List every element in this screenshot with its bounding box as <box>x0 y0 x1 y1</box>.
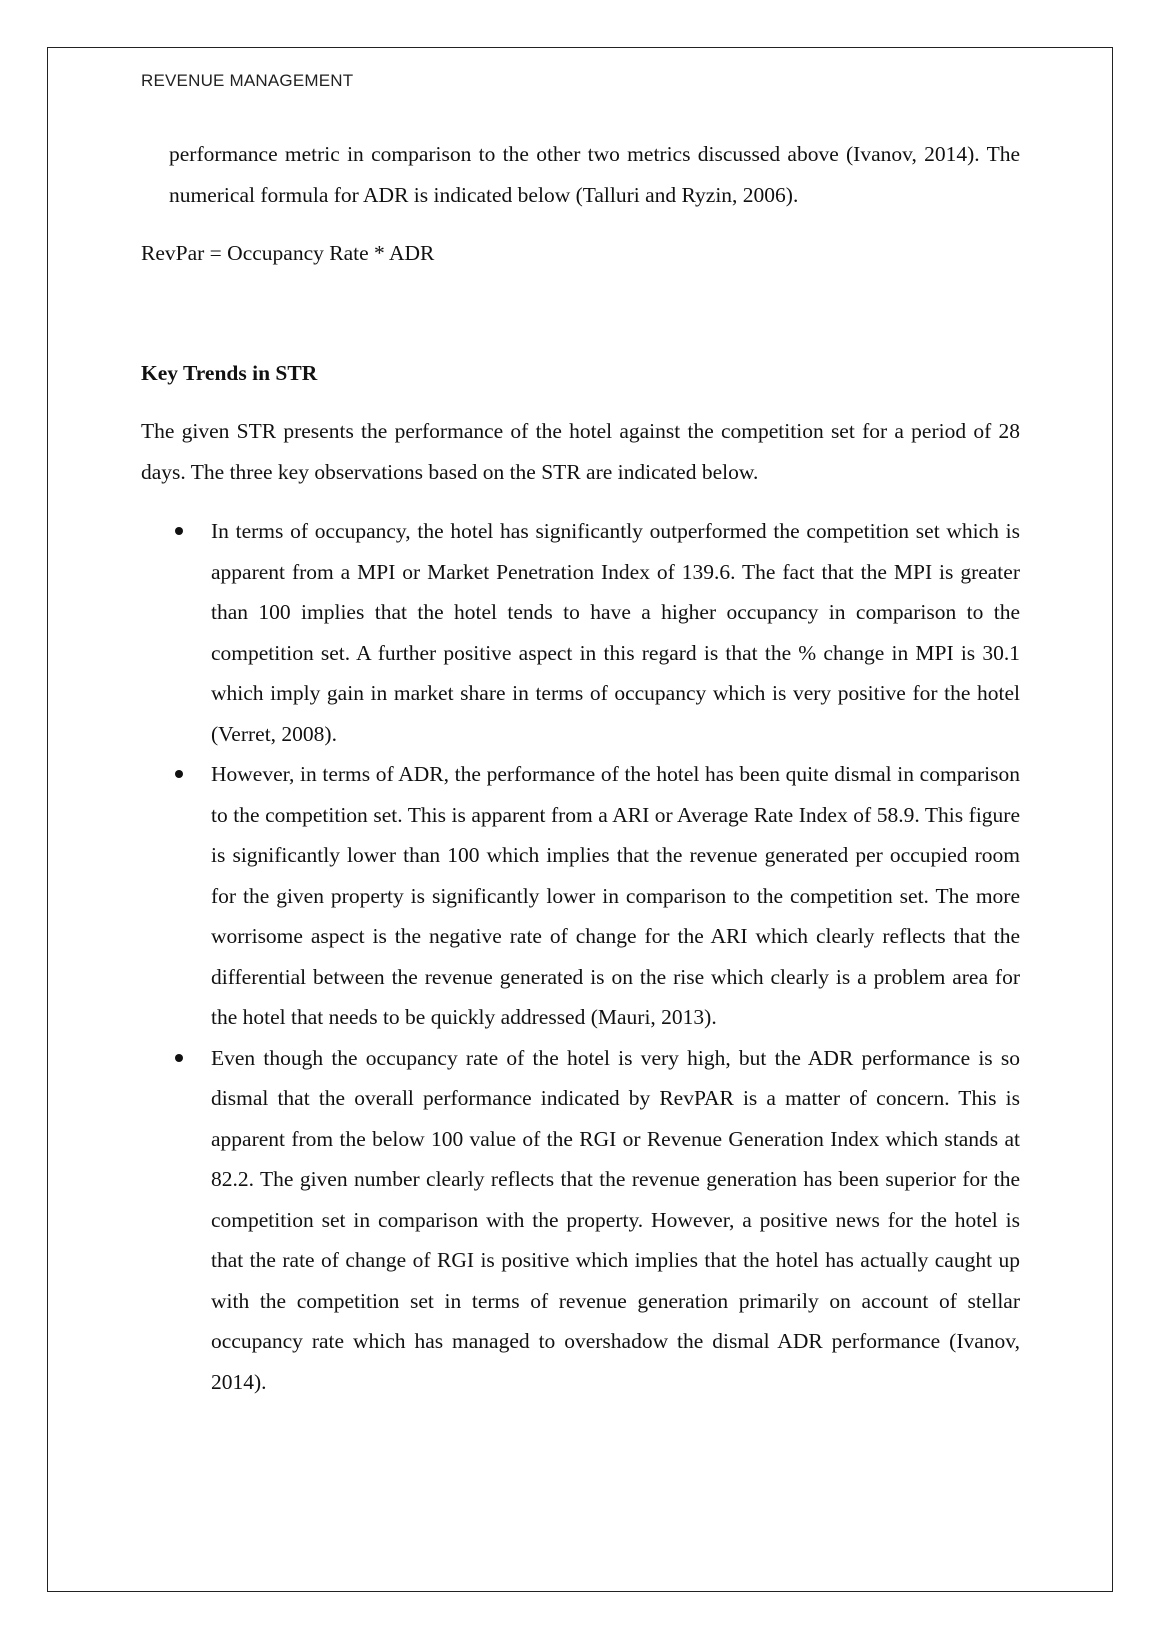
revpar-formula: RevPar = Occupancy Rate * ADR <box>141 241 435 265</box>
running-header: REVENUE MANAGEMENT <box>141 71 354 90</box>
list-item-text: However, in terms of ADR, the performance of the hotel has been quite dismal in comparison to the competition set. This is apparent from a ARI or Average Rate Index of 58.9. This figure is significantly lower than 100 which implies that the revenue generated per occupied room for the given property is significantly lower in comparison to the competition set. The more worrisome aspect is the negative rate of change for the ARI which clearly reflects that the differential between the revenue generated is on the rise which clearly is a problem area for the hotel that needs to be quickly addressed (Mauri, 2013). <box>211 762 1020 1029</box>
continued-paragraph: performance metric in comparison to the other two metrics discussed above (Ivanov, 2014). The numerical formula for ADR is indicated below (Talluri and Ryzin, 2006). <box>169 142 1020 207</box>
list-item <box>211 1038 1020 1403</box>
list-item-text: Even though the occupancy rate of the hotel is very high, but the ADR performance is so dismal that the overall performance indicated by RevPAR is a matter of concern. This is apparent from the below 100 value of the RGI or Revenue Generation Index which stands at 82.2. The given number clearly reflects that the revenue generation has been superior for the competition set in comparison with the property. However, a positive news for the hotel is that the rate of change of RGI is positive which implies that the hotel has actually caught up with the competition set in terms of revenue generation primarily on account of stellar occupancy rate which has managed to overshadow the dismal ADR performance (Ivanov, 2014). <box>211 1045 1020 1394</box>
intro-paragraph: The given STR presents the performance of the hotel against the competition set for a period of 28 days. The three key observations based on the STR are indicated below. <box>141 419 1020 484</box>
bullet-icon <box>175 770 183 778</box>
bullet-icon <box>175 527 183 535</box>
list-item <box>211 511 1020 754</box>
bullet-icon <box>175 1054 183 1062</box>
list-item-text: In terms of occupancy, the hotel has significantly outperformed the competition set which is apparent from a MPI or Market Penetration Index of 139.6. The fact that the MPI is greater than 100 implies that the hotel tends to have a higher occupancy in comparison to the competition set. A further positive aspect in this regard is that the % change in MPI is 30.1 which imply gain in market share in terms of occupancy which is very positive for the hotel (Verret, 2008). <box>211 519 1020 746</box>
list-item <box>211 754 1020 1038</box>
section-heading: Key Trends in STR <box>141 360 318 385</box>
observations-list <box>141 511 1020 1402</box>
page-content <box>141 134 1020 1402</box>
